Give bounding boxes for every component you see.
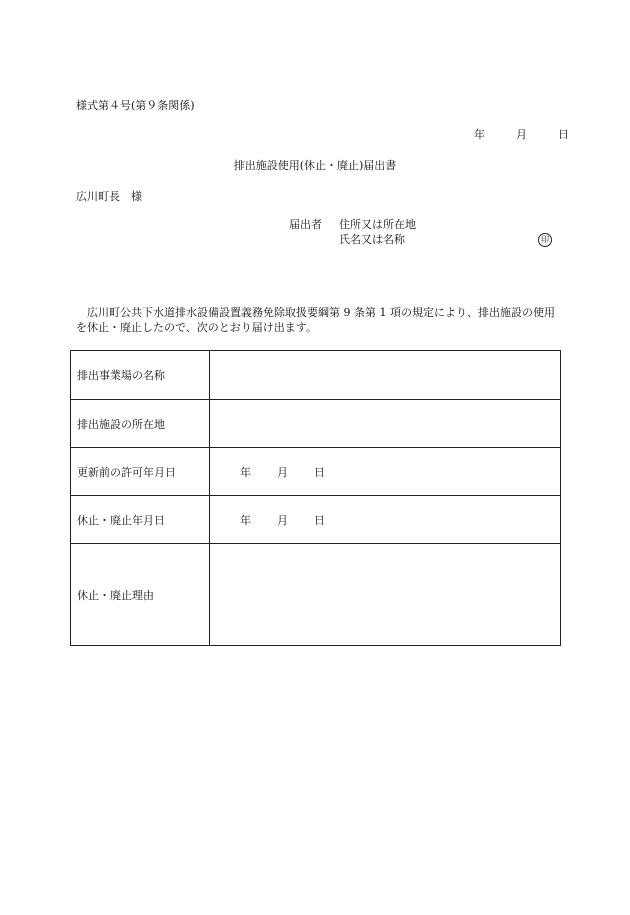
form-number: 様式第４号(第９条関係) xyxy=(76,99,195,112)
filer-address-label: 住所又は所在地 xyxy=(339,218,416,231)
month-label: 月 xyxy=(277,513,288,527)
permit-date-field[interactable] xyxy=(210,448,561,496)
filer-name-label: 氏名又は名称 xyxy=(339,233,405,246)
suspension-date-field[interactable] xyxy=(210,496,561,544)
notification-table xyxy=(70,350,561,646)
row-label-permit-date: 更新前の許可年月日 xyxy=(71,448,210,496)
facility-name-field[interactable] xyxy=(210,351,561,400)
document-title: 排出施設使用(休止・廃止)届出書 xyxy=(233,159,397,172)
facility-location-field[interactable] xyxy=(210,400,561,448)
recipient: 広川町長 様 xyxy=(76,190,142,203)
month-label: 月 xyxy=(516,128,527,141)
day-label: 日 xyxy=(314,465,325,479)
row-label-facility-name: 排出事業場の名称 xyxy=(71,351,210,400)
filer-label: 届出者 xyxy=(289,218,322,231)
year-label: 年 xyxy=(240,465,251,479)
table-row xyxy=(71,400,561,448)
table-row xyxy=(71,496,561,544)
month-label: 月 xyxy=(277,465,288,479)
row-label-reason: 休止・廃止理由 xyxy=(71,544,210,646)
table-row xyxy=(71,351,561,400)
table-row xyxy=(71,448,561,496)
day-label: 日 xyxy=(314,513,325,527)
day-label: 日 xyxy=(558,128,569,141)
submission-date xyxy=(474,128,569,142)
declaration-text: 広川町公共下水道排水設備設置義務免除取扱要綱第 9 条第 1 項の規定により、排出施設の使用を休止・廃止したので、次のとおり届け出ます。 xyxy=(76,306,555,334)
row-label-suspension-date: 休止・廃止年月日 xyxy=(71,496,210,544)
year-label: 年 xyxy=(240,513,251,527)
seal-mark: 印 xyxy=(538,233,552,247)
row-label-facility-location: 排出施設の所在地 xyxy=(71,400,210,448)
year-label: 年 xyxy=(474,128,485,141)
reason-field[interactable] xyxy=(210,544,561,646)
table-row xyxy=(71,544,561,646)
